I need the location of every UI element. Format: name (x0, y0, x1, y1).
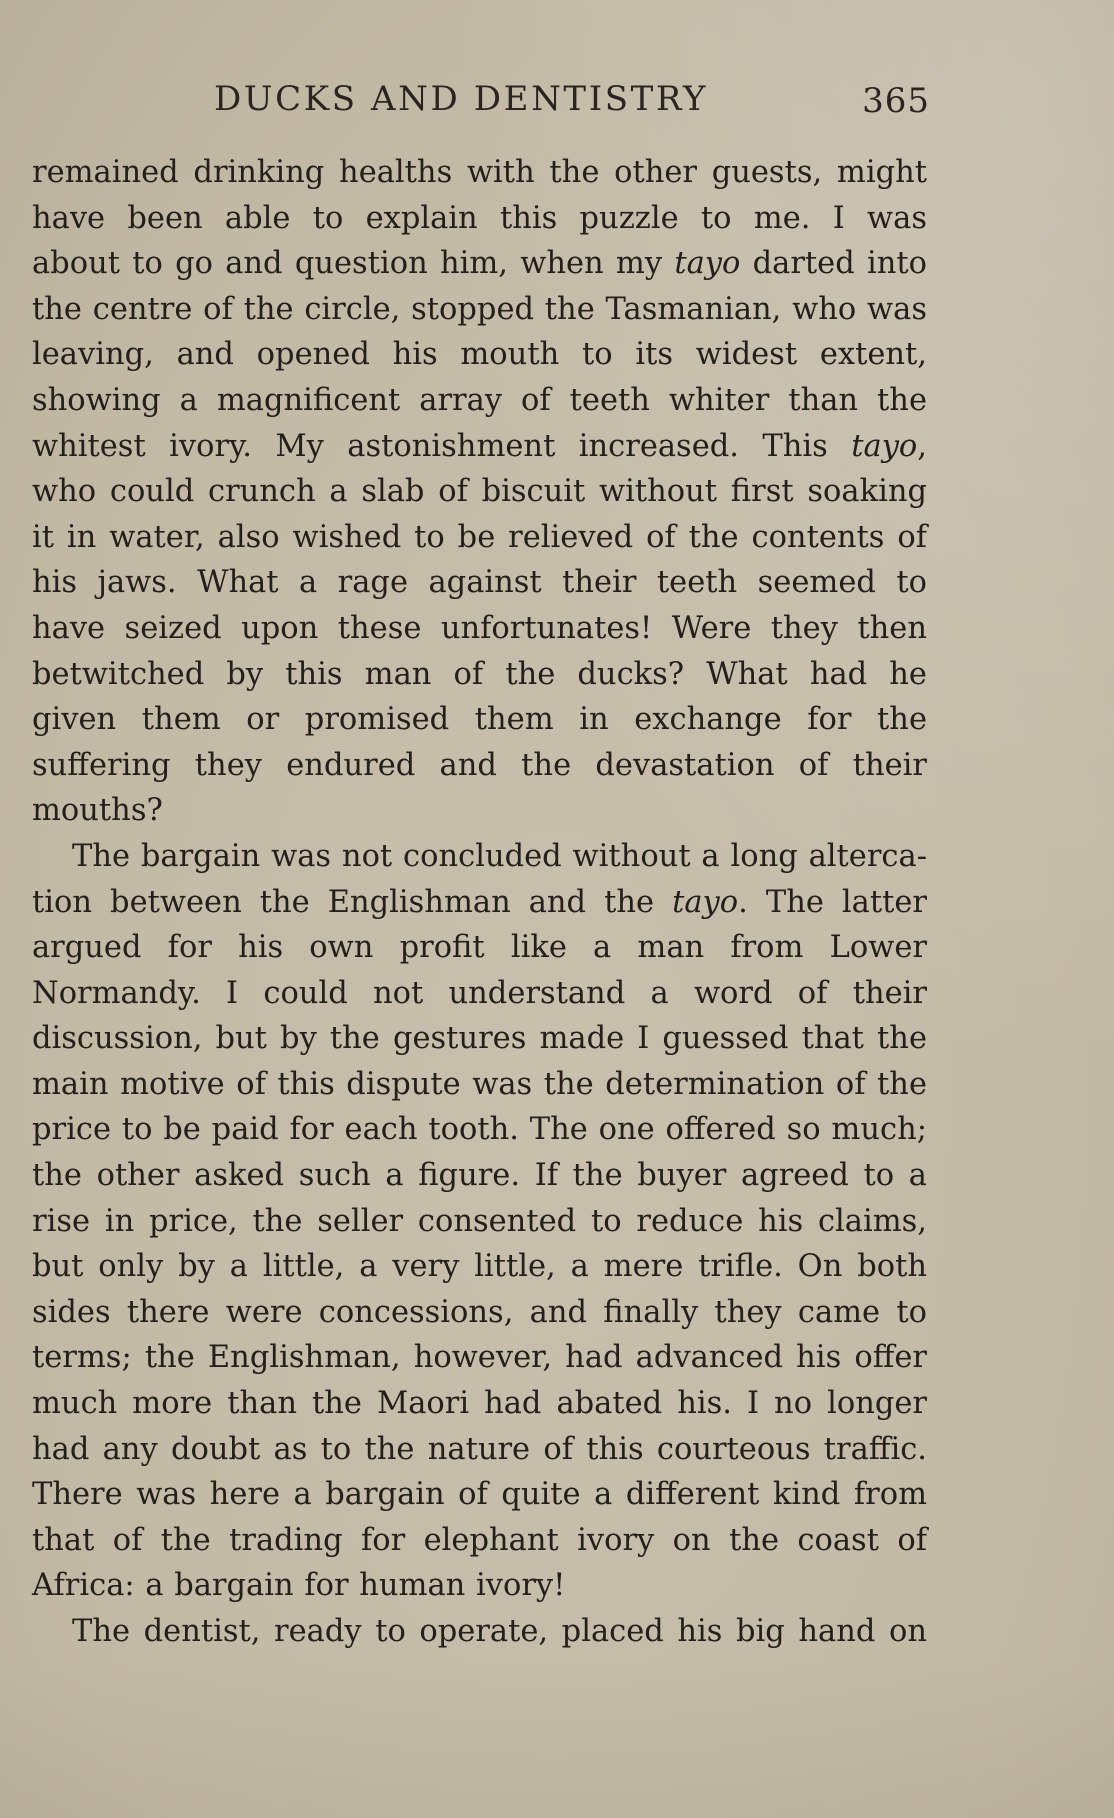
text-line (32, 971, 927, 1017)
paragraph (32, 1609, 927, 1655)
text-line (32, 834, 927, 880)
italic-word: tayo (672, 884, 739, 920)
text-line (32, 1199, 927, 1245)
text-line (32, 743, 927, 789)
text-run: , (917, 428, 927, 464)
text-line (32, 196, 927, 242)
text-run: it in water, also wished to be relieved of the contents of (32, 519, 927, 555)
text-run: discussion, but by the gestures made I guessed that the (32, 1021, 927, 1057)
text-line (32, 1016, 927, 1062)
text-line (32, 788, 927, 834)
text-run: have seized upon these unfortunates! Were they then (32, 610, 927, 646)
text-line (32, 424, 927, 470)
text-run: who could crunch a slab of biscuit without first soaking (32, 474, 927, 510)
text-run: about to go and question him, when my (32, 246, 675, 282)
text-line (32, 1290, 927, 1336)
text-run: that of the trading for elephant ivory on the coast of (32, 1522, 927, 1558)
text-run: The dentist, ready to operate, placed his big hand on (72, 1614, 927, 1649)
text-line (32, 378, 927, 424)
text-run: have been able to explain this puzzle to me. I was (32, 200, 927, 236)
text-line (32, 287, 927, 333)
text-run: rise in price, the seller consented to reduce his claims, (32, 1203, 927, 1239)
text-run: Africa: a bargain for human ivory! (32, 1568, 566, 1604)
text-run: much more than the Maori had abated his. I no longer (32, 1386, 927, 1422)
text-line (32, 1472, 927, 1518)
running-head (210, 74, 930, 124)
text-line (32, 1563, 927, 1609)
paragraph (32, 150, 927, 834)
text-run: given them or promised them in exchange for the (32, 702, 927, 738)
text-run: tion between the Englishman and the (32, 884, 673, 920)
text-run: price to be paid for each tooth. The one offered so much; (32, 1112, 927, 1148)
text-line (32, 1518, 927, 1564)
text-line (32, 880, 927, 926)
text-line (32, 1335, 927, 1381)
italic-word: tayo (674, 246, 741, 282)
text-line (32, 332, 927, 378)
text-line (32, 1609, 927, 1655)
text-line (32, 469, 927, 515)
page-number: 365 (862, 81, 930, 121)
text-run: terms; the Englishman, however, had advanced his offer (32, 1340, 927, 1376)
text-run: . The latter (738, 884, 928, 920)
text-line (32, 652, 927, 698)
text-run: betwitched by this man of the ducks? What had he (32, 656, 927, 692)
text-run: but only by a little, a very little, a mere trifle. On both (32, 1249, 927, 1285)
page-shading (0, 1658, 1114, 1818)
text-run: remained drinking healths with the other guests, might (32, 155, 927, 190)
text-run: suffering they endured and the devastation of their (32, 747, 927, 783)
text-line (32, 150, 927, 196)
text-run: main motive of this dispute was the determination of the (32, 1066, 927, 1102)
text-run: his jaws. What a rage against their teeth seemed to (32, 565, 927, 601)
running-title: DUCKS AND DENTISTRY (214, 79, 709, 119)
text-run: mouths? (32, 793, 163, 829)
text-line (32, 241, 927, 287)
text-line (32, 1427, 927, 1473)
text-line (32, 606, 927, 652)
text-run: the centre of the circle, stopped the Tasmanian, who was (32, 291, 927, 327)
text-run: leaving, and opened his mouth to its widest extent, (32, 337, 927, 373)
text-line (32, 560, 927, 606)
text-line (32, 697, 927, 743)
text-run: darted into (740, 246, 927, 282)
text-run: whitest ivory. My astonishment increased. This (32, 428, 852, 464)
text-run: had any doubt as to the nature of this courteous traffic. (32, 1431, 927, 1467)
text-line (32, 1107, 927, 1153)
text-run: The bargain was not concluded without a long alterca- (72, 838, 927, 874)
text-run: Normandy. I could not understand a word of their (32, 975, 927, 1011)
text-run: showing a magnificent array of teeth whiter than the (32, 382, 927, 418)
text-run: There was here a bargain of quite a different kind from (32, 1477, 927, 1513)
italic-word: tayo (851, 428, 918, 464)
text-run: the other asked such a figure. If the buyer agreed to a (32, 1158, 927, 1194)
text-line (32, 1381, 927, 1427)
text-run: argued for his own profit like a man from Lower (32, 930, 927, 966)
text-line (32, 1244, 927, 1290)
paragraph (32, 834, 927, 1609)
text-line (32, 1153, 927, 1199)
text-run: sides there were concessions, and finally they came to (32, 1294, 927, 1330)
text-line (32, 515, 927, 561)
body-text (32, 150, 927, 1655)
text-line (32, 925, 927, 971)
text-line (32, 1062, 927, 1108)
